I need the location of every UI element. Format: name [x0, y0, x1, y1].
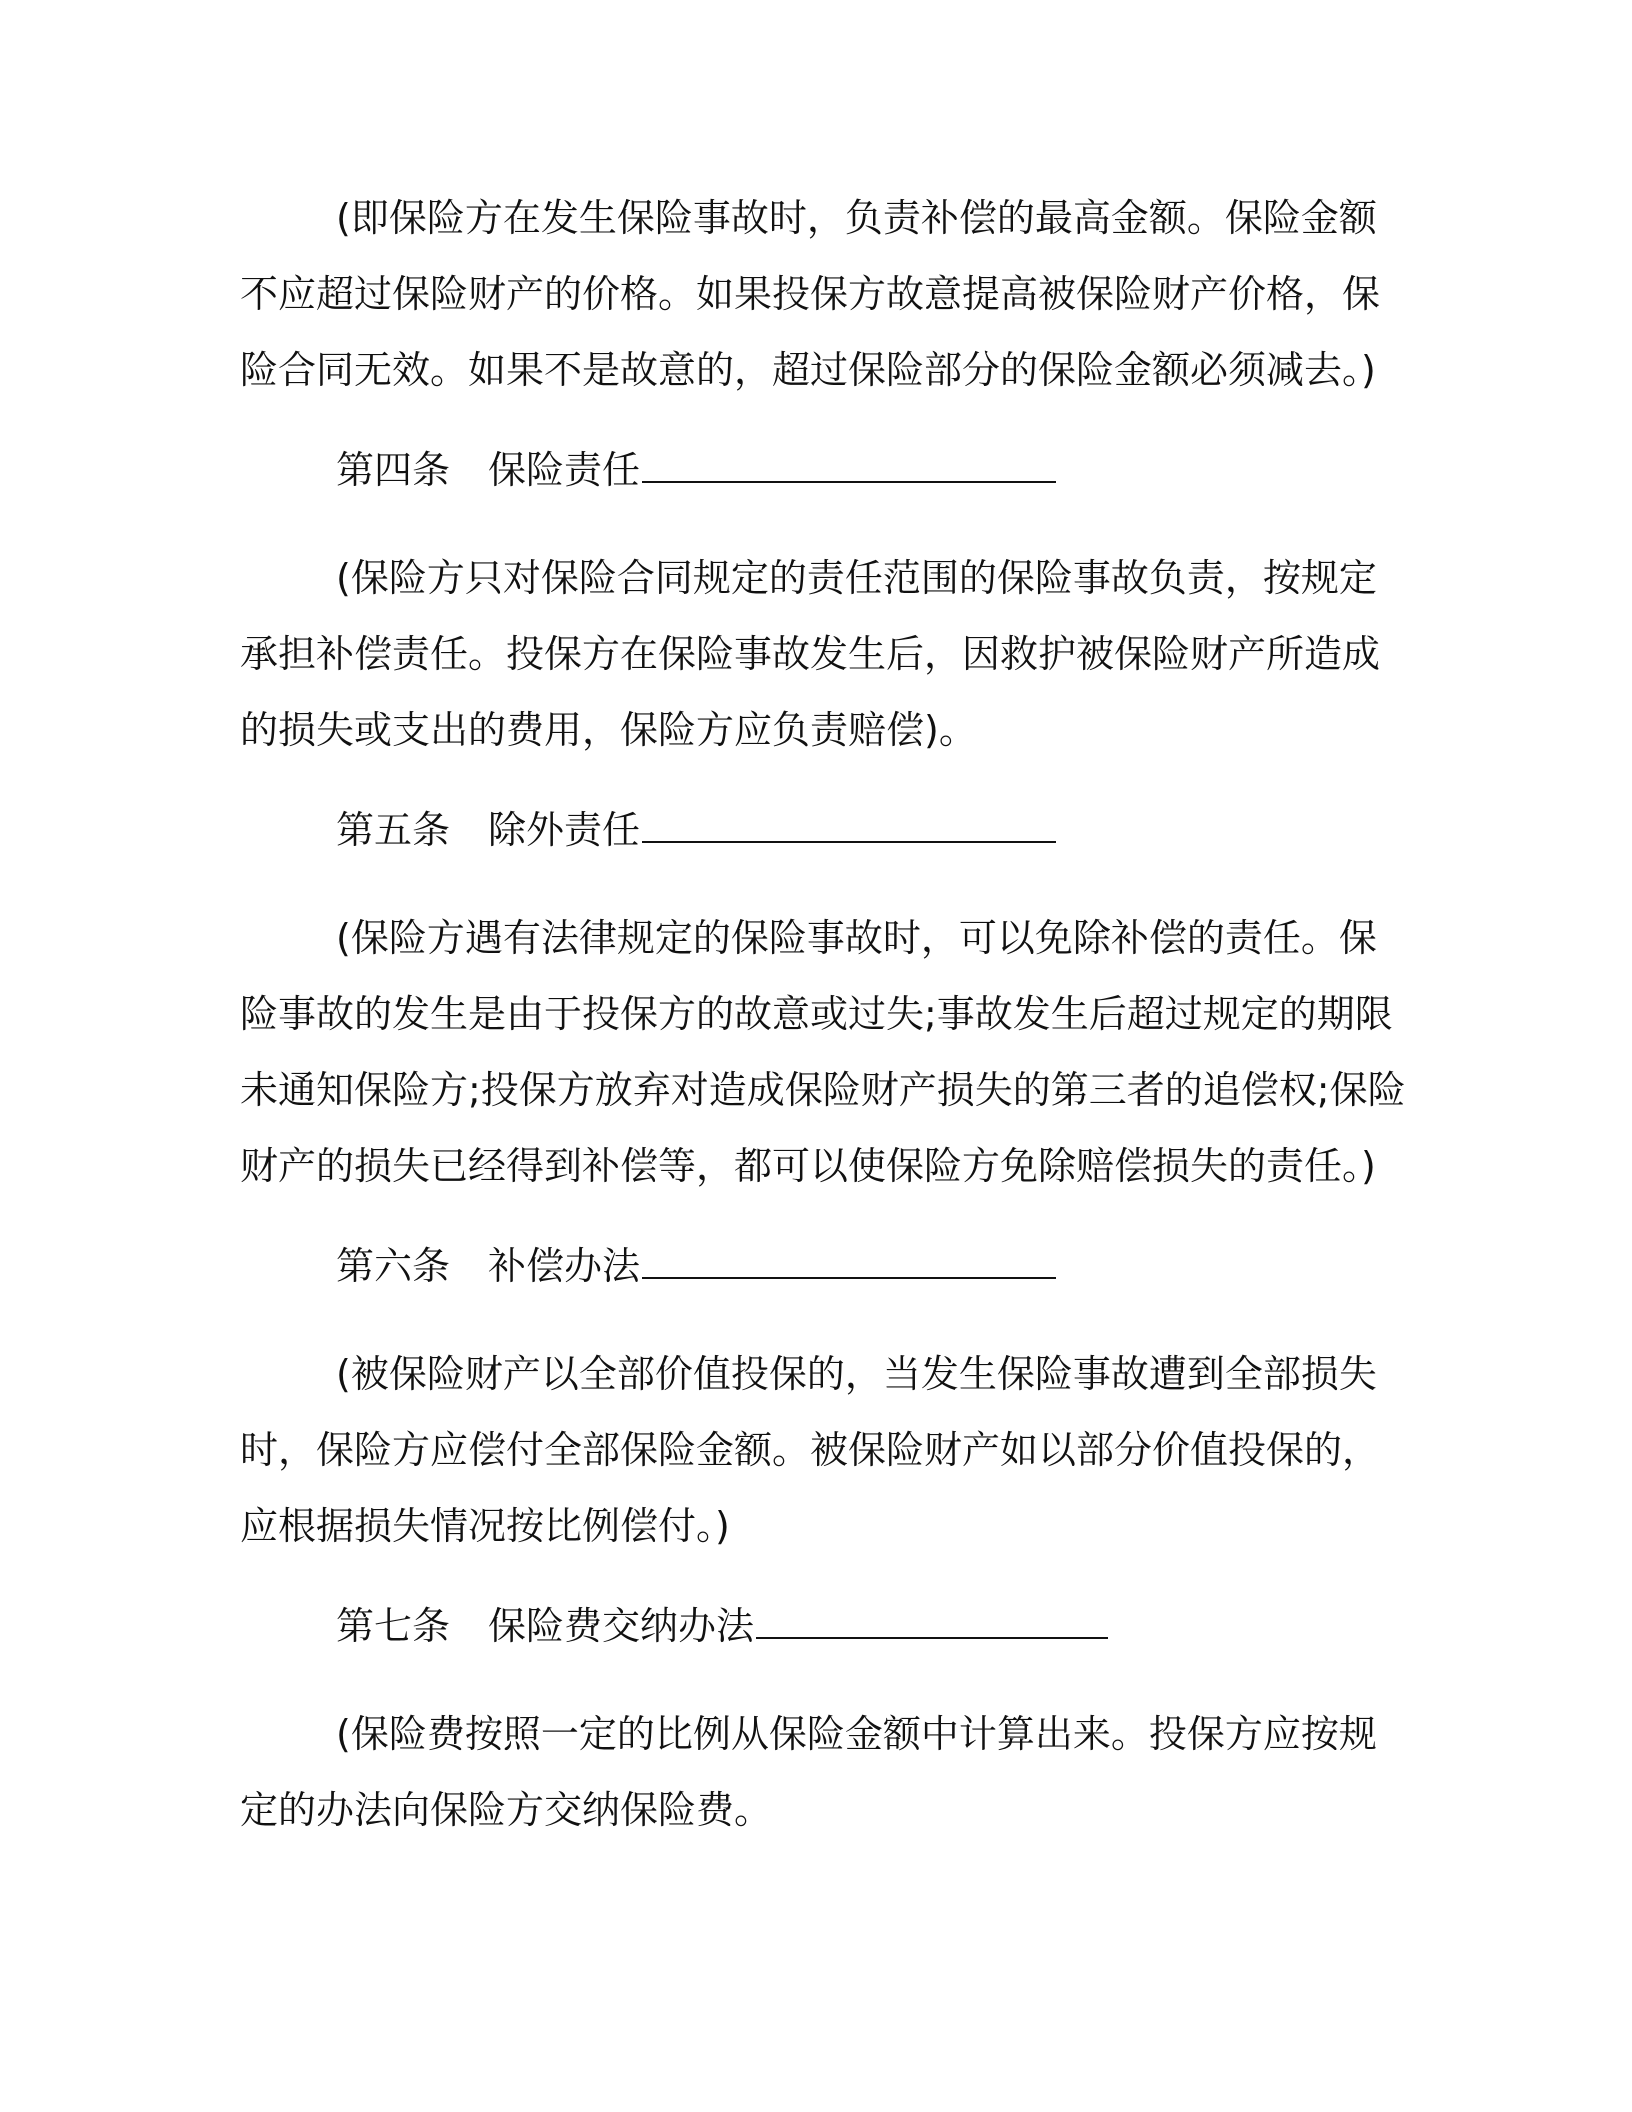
- fill-in-blank[interactable]: [642, 1243, 1056, 1279]
- article-heading: [336, 1598, 1400, 1654]
- article-heading: [336, 802, 1400, 858]
- article-title: 保险费交纳办法: [488, 1604, 755, 1648]
- article-heading: [336, 1238, 1400, 1294]
- paragraph-line: 财产的损失已经得到补偿等，都可以使保险方免除赔偿损失的责任。): [240, 1144, 1376, 1188]
- paragraph-line: 不应超过保险财产的价格。如果投保方故意提高被保险财产价格，保: [240, 272, 1381, 316]
- paragraph-line: (保险费按照一定的比例从保险金额中计算出来。投保方应按规: [336, 1712, 1377, 1756]
- article-title: 保险责任: [488, 448, 641, 492]
- paragraph-line: 险事故的发生是由于投保方的故意或过失;事故发生后超过规定的期限: [240, 992, 1393, 1036]
- article-title: 除外责任: [488, 808, 641, 852]
- paragraph-line: 应根据损失情况按比例偿付。): [240, 1504, 730, 1548]
- article-number: 第五条: [336, 808, 451, 852]
- article-heading: [336, 442, 1400, 498]
- article-number: 第六条: [336, 1244, 451, 1288]
- article-number: 第四条: [336, 448, 451, 492]
- paragraph-line: (即保险方在发生保险事故时，负责补偿的最高金额。保险金额: [336, 196, 1377, 240]
- paragraph-line: 时，保险方应偿付全部保险金额。被保险财产如以部分价值投保的，: [240, 1428, 1381, 1472]
- paragraph-line: 定的办法向保险方交纳保险费。: [240, 1788, 773, 1832]
- paragraph-line: (保险方只对保险合同规定的责任范围的保险事故负责，按规定: [336, 556, 1377, 600]
- fill-in-blank[interactable]: [756, 1603, 1108, 1639]
- article-number: 第七条: [336, 1604, 451, 1648]
- paragraph-line: (被保险财产以全部价值投保的，当发生保险事故遭到全部损失: [336, 1352, 1377, 1396]
- paragraph-line: 承担补偿责任。投保方在保险事故发生后，因救护被保险财产所造成: [240, 632, 1381, 676]
- paragraph-line: 未通知保险方;投保方放弃对造成保险财产损失的第三者的追偿权;保险: [240, 1068, 1406, 1112]
- paragraph-line: 的损失或支出的费用，保险方应负责赔偿)。: [240, 708, 977, 752]
- paragraph-line: 险合同无效。如果不是故意的，超过保险部分的保险金额必须减去。): [240, 348, 1376, 392]
- article-title: 补偿办法: [488, 1244, 641, 1288]
- fill-in-blank[interactable]: [642, 807, 1056, 843]
- paragraph-line: (保险方遇有法律规定的保险事故时，可以免除补偿的责任。保: [336, 916, 1377, 960]
- fill-in-blank[interactable]: [642, 447, 1056, 483]
